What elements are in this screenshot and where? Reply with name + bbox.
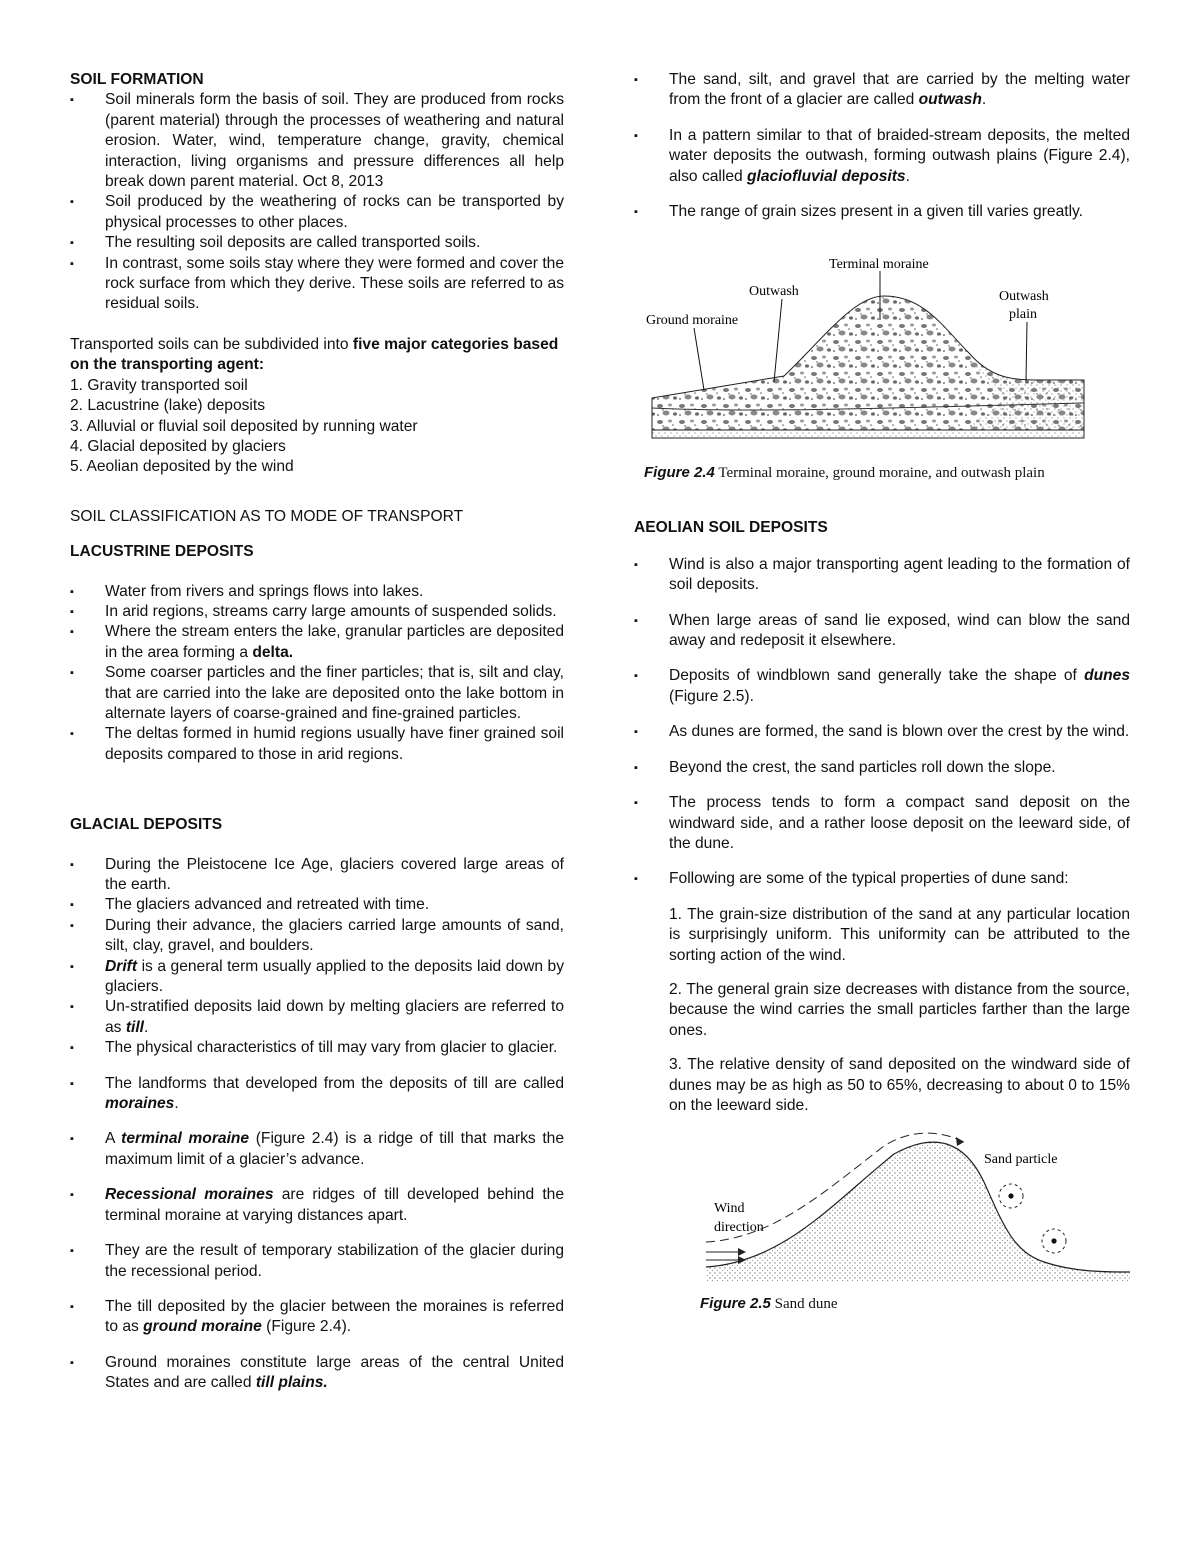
list-item: ▪ The glaciers advanced and retreated with time.: [70, 895, 564, 915]
list-item: ▪ Following are some of the typical properties of dune sand:: [634, 869, 1130, 889]
figure-2-5: [634, 1132, 1130, 1322]
list-item: ▪ The range of grain sizes present in a given till varies greatly.: [634, 202, 1130, 222]
dune-property-2: 2. The general grain size decreases with distance from the source, because the wind carries the small particles farther than the large ones.: [669, 980, 1130, 1039]
list-item: ▪ In contrast, some soils stay where they were formed and cover the rock surface from which they derive. These soils are referred to as residual soils.: [70, 254, 564, 315]
sand-dune-diagram: [634, 1132, 1130, 1297]
lacustrine-list: [70, 582, 564, 766]
sand-particle-label: Sand particle: [984, 1152, 1058, 1168]
lacustrine-heading: LACUSTRINE DEPOSITS: [70, 543, 254, 561]
list-item: ▪ The till deposited by the glacier between the moraines is referred to as ground moraine (Figure 2.4).: [70, 1297, 564, 1338]
list-item: ▪ The landforms that developed from the deposits of till are called moraines.: [70, 1074, 564, 1115]
list-item: ▪ They are the result of temporary stabilization of the glacier during the recessional period.: [70, 1241, 564, 1282]
outwash-label: Outwash: [749, 284, 799, 300]
list-item: ▪ Soil produced by the weathering of rocks can be transported by physical processes to other places.: [70, 192, 564, 233]
list-item: 2. Lacustrine (lake) deposits: [70, 397, 266, 415]
list-item: ▪ The physical characteristics of till may vary from glacier to glacier.: [70, 1038, 564, 1058]
list-item: 5. Aeolian deposited by the wind: [70, 458, 294, 476]
figure-2-4: [634, 258, 1130, 493]
list-item: ▪ Recessional moraines are ridges of till developed behind the terminal moraine at varying distances apart.: [70, 1185, 564, 1226]
moraine-diagram: [634, 258, 1130, 458]
list-item: ▪ Beyond the crest, the sand particles roll down the slope.: [634, 758, 1130, 778]
list-item: ▪ Drift is a general term usually applied to the deposits laid down by glaciers.: [70, 957, 564, 998]
glacial-list-spaced: [70, 1074, 564, 1394]
dune-property-3: 3. The relative density of sand deposited on the windward side of dunes may be as high as 50 to 65%, decreasing to about 0 to 15% on the leeward side.: [669, 1056, 1130, 1114]
list-item: ▪ During their advance, the glaciers carried large amounts of sand, silt, clay, gravel, and boulders.: [70, 916, 564, 957]
list-item: ▪ In arid regions, streams carry large amounts of suspended solids.: [70, 602, 564, 622]
list-item: 1. Gravity transported soil: [70, 376, 248, 394]
list-item: 3. Alluvial or fluvial soil deposited by running water: [70, 417, 418, 435]
list-item: 4. Glacial deposited by glaciers: [70, 437, 286, 455]
categories-list: [70, 376, 564, 478]
wind-direction-label: Wind: [714, 1201, 745, 1217]
list-item: ▪ The deltas formed in humid regions usually have finer grained soil deposits compared to those in arid regions.: [70, 724, 564, 765]
outwash-plain-label: Outwash: [999, 289, 1049, 305]
list-item: ▪ Where the stream enters the lake, granular particles are deposited in the area forming a delta.: [70, 622, 564, 663]
list-item: ▪ Some coarser particles and the finer particles; that is, silt and clay, that are carried into the lake are deposited onto the lake bottom in alternate layers of coarse-grained and fine-grained particles.: [70, 663, 564, 724]
aeolian-list: [634, 555, 1130, 890]
right-column: [634, 70, 1130, 1322]
list-item: ▪ When large areas of sand lie exposed, wind can blow the sand away and redeposit it elsewhere.: [634, 611, 1130, 652]
terminal-moraine-label: Terminal moraine: [829, 258, 929, 273]
ground-moraine-label: Ground moraine: [646, 313, 739, 329]
dune-property-1: 1. The grain-size distribution of the sand at any particular location is surprisingly uniform. This uniformity can be attributed to the sorting action of the wind.: [669, 905, 1130, 964]
soil-formation-list: [70, 90, 564, 314]
list-item: ▪ A terminal moraine (Figure 2.4) is a ridge of till that marks the maximum limit of a glacier’s advance.: [70, 1129, 564, 1170]
soil-formation-heading: SOIL FORMATION: [70, 71, 204, 88]
glacial-heading: GLACIAL DEPOSITS: [70, 816, 223, 834]
list-item: ▪ Deposits of windblown sand generally take the shape of dunes (Figure 2.5).: [634, 666, 1130, 707]
list-item: ▪ The process tends to form a compact sand deposit on the windward side, and a rather loose deposit on the leeward side, of the dune.: [634, 793, 1130, 854]
list-item: ▪ Soil minerals form the basis of soil. They are produced from rocks (parent material) through the processes of weathering and natural erosion. Water, wind, temperature change, gravity, chemical interaction, living organisms and pressure differences all help break down parent material. Oct 8, 2013: [70, 90, 564, 192]
outwash-list: [634, 70, 1130, 222]
list-item: ▪ Wind is also a major transporting agent leading to the formation of soil deposits.: [634, 555, 1130, 596]
classification-heading: SOIL CLASSIFICATION AS TO MODE OF TRANSPORT: [70, 507, 464, 525]
list-item: ▪ The sand, silt, and gravel that are carried by the melting water from the front of a glacier are called outwash.: [634, 70, 1130, 111]
list-item: ▪ Un-stratified deposits laid down by melting glaciers are referred to as till.: [70, 997, 564, 1038]
list-item: ▪ Ground moraines constitute large areas of the central United States and are called till plains.: [70, 1353, 564, 1394]
aeolian-heading: AEOLIAN SOIL DEPOSITS: [634, 519, 828, 537]
glacial-list: [70, 855, 564, 1059]
figure-2-4-caption: Figure 2.4 Terminal moraine, ground moraine, and outwash plain: [644, 464, 1045, 482]
transported-soils-intro: Transported soils can be subdivided into five major categories based on the transporting agent:: [70, 335, 559, 374]
list-item: ▪ During the Pleistocene Ice Age, glaciers covered large areas of the earth.: [70, 855, 564, 896]
list-item: ▪ As dunes are formed, the sand is blown over the crest by the wind.: [634, 722, 1130, 742]
wind-direction-label-line2: direction: [714, 1220, 764, 1236]
list-item: ▪ The resulting soil deposits are called transported soils.: [70, 233, 564, 253]
left-column: [70, 70, 564, 1409]
outwash-plain-label-line2: plain: [1009, 307, 1037, 323]
list-item: ▪ Water from rivers and springs flows into lakes.: [70, 582, 564, 602]
list-item: ▪ In a pattern similar to that of braided-stream deposits, the melted water deposits the outwash, forming outwash plains (Figure 2.4), also called glaciofluvial deposits.: [634, 126, 1130, 187]
figure-2-5-caption: Figure 2.5 Sand dune: [700, 1295, 838, 1313]
